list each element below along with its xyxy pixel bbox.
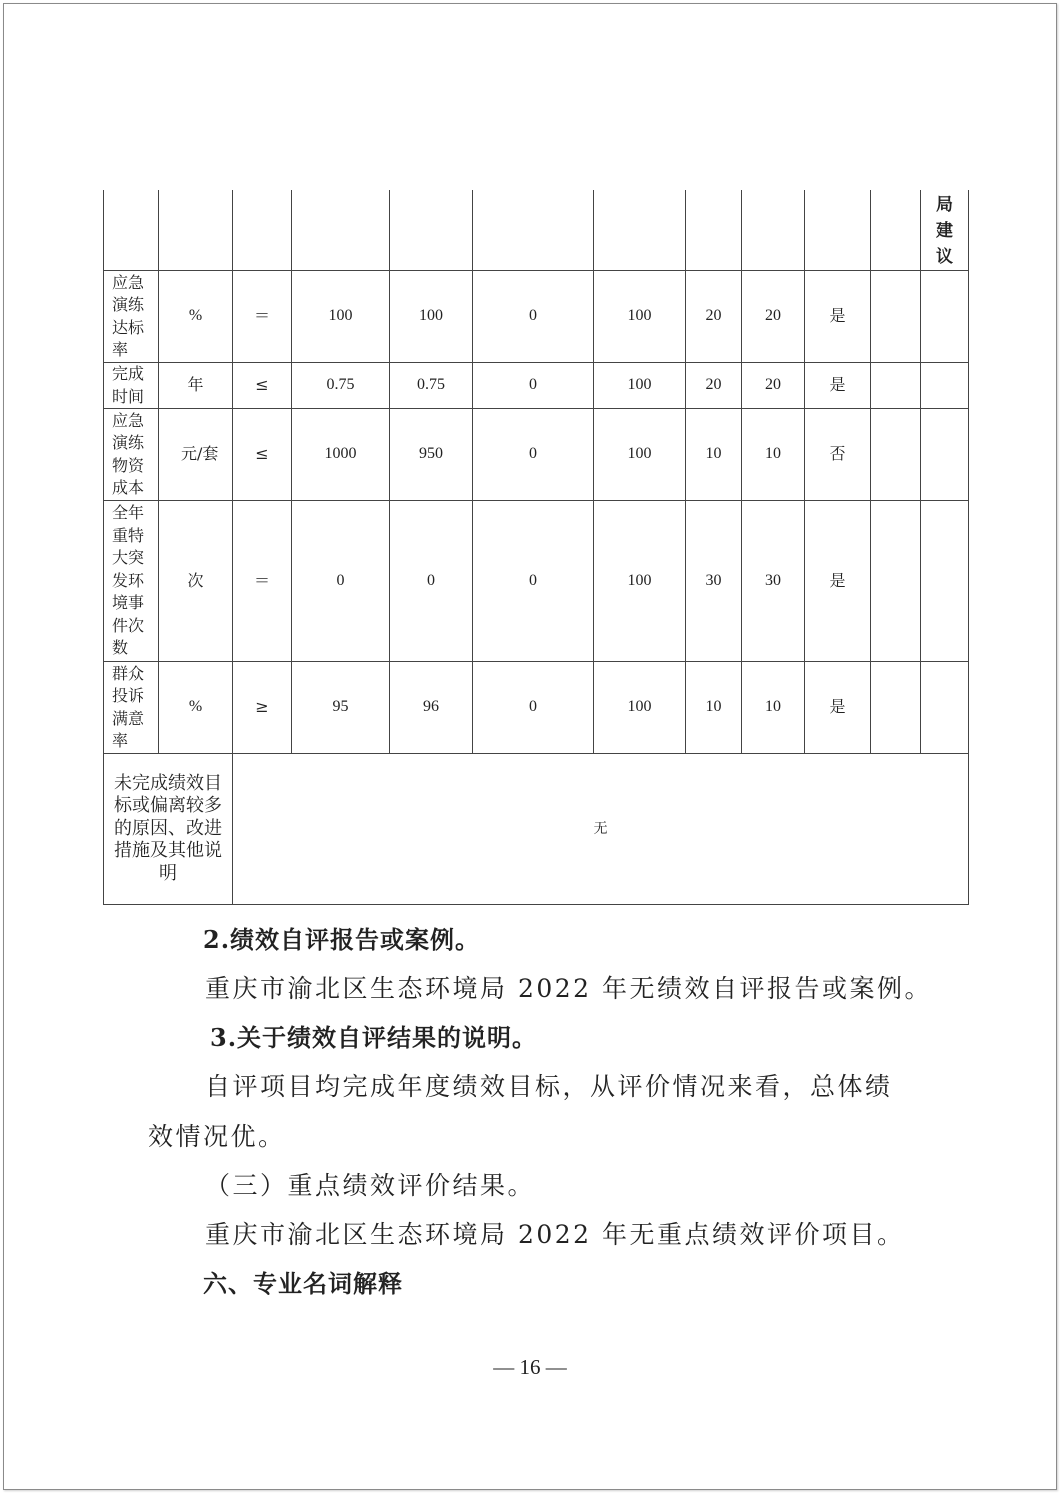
paragraph-results-line1: 自评项目均完成年度绩效目标，从评价情况来看，总体绩 xyxy=(205,1072,893,1101)
indicator-actual: 96 xyxy=(390,662,473,754)
indicator-deviation: 0 xyxy=(473,363,594,409)
table-row xyxy=(104,363,969,409)
indicator-met: 是 xyxy=(805,363,871,409)
indicator-operator: ＝ xyxy=(233,501,292,662)
indicator-rate: 100 xyxy=(594,409,686,501)
indicator-weight: 20 xyxy=(686,363,742,409)
indicator-deviation: 0 xyxy=(473,501,594,662)
table-row xyxy=(104,409,969,501)
indicator-operator: ≥ xyxy=(233,662,292,754)
indicator-name: 全年重特大突发环境事件次数 xyxy=(104,501,159,662)
indicator-score: 10 xyxy=(742,409,805,501)
indicator-unit: 次 xyxy=(159,501,233,662)
indicator-unit: 年 xyxy=(159,363,233,409)
indicator-target: 1000 xyxy=(292,409,390,501)
indicator-name: 应急演练达标率 xyxy=(104,271,159,363)
header-fragment-text: 局建议 xyxy=(936,195,953,267)
paragraph-self-evaluation-report: 重庆市渝北区生态环境局 2022 年无绩效自评报告或案例。 xyxy=(205,974,933,1003)
indicator-rate: 100 xyxy=(594,363,686,409)
indicator-name: 完成时间 xyxy=(104,363,159,409)
indicator-score: 10 xyxy=(742,662,805,754)
explanation-value: 无 xyxy=(233,754,969,905)
indicator-name: 应急演练物资成本 xyxy=(104,409,159,501)
table-header-fragment-row xyxy=(104,190,969,271)
page-number: — 16 — xyxy=(493,1355,567,1379)
indicator-deviation: 0 xyxy=(473,409,594,501)
indicator-met: 是 xyxy=(805,271,871,363)
indicator-unit: % xyxy=(159,271,233,363)
indicator-actual: 950 xyxy=(390,409,473,501)
indicator-deviation: 0 xyxy=(473,662,594,754)
indicator-actual: 100 xyxy=(390,271,473,363)
explanation-label: 未完成绩效目标或偏离较多的原因、改进措施及其他说明 xyxy=(104,754,233,905)
indicator-deviation: 0 xyxy=(473,271,594,363)
indicator-target: 0.75 xyxy=(292,363,390,409)
indicator-weight: 20 xyxy=(686,271,742,363)
heading-results-explanation: 3.关于绩效自评结果的说明。 xyxy=(210,1023,538,1052)
indicator-rate: 100 xyxy=(594,271,686,363)
indicator-actual: 0.75 xyxy=(390,363,473,409)
indicator-unit: % xyxy=(159,662,233,754)
indicator-rate: 100 xyxy=(594,662,686,754)
performance-table xyxy=(103,190,969,905)
indicator-met: 是 xyxy=(805,501,871,662)
section-terms-heading: 六、专业名词解释 xyxy=(203,1269,403,1298)
heading-key-evaluation: （三）重点绩效评价结果。 xyxy=(205,1171,536,1200)
indicator-operator: ＝ xyxy=(233,271,292,363)
indicator-met: 是 xyxy=(805,662,871,754)
indicator-rate: 100 xyxy=(594,501,686,662)
paragraph-key-evaluation: 重庆市渝北区生态环境局 2022 年无重点绩效评价项目。 xyxy=(205,1220,905,1249)
explanation-row xyxy=(104,754,969,905)
indicator-name: 群众投诉满意率 xyxy=(104,662,159,754)
indicator-unit: 元/套 xyxy=(159,409,233,501)
indicator-score: 30 xyxy=(742,501,805,662)
indicator-operator: ≤ xyxy=(233,409,292,501)
indicator-score: 20 xyxy=(742,271,805,363)
indicator-target: 95 xyxy=(292,662,390,754)
indicator-target: 0 xyxy=(292,501,390,662)
indicator-weight: 30 xyxy=(686,501,742,662)
table-row xyxy=(104,662,969,754)
indicator-score: 20 xyxy=(742,363,805,409)
indicator-target: 100 xyxy=(292,271,390,363)
indicator-met: 否 xyxy=(805,409,871,501)
indicator-actual: 0 xyxy=(390,501,473,662)
table-row xyxy=(104,271,969,363)
indicator-operator: ≤ xyxy=(233,363,292,409)
indicator-weight: 10 xyxy=(686,662,742,754)
heading-self-evaluation-report: 2.绩效自评报告或案例。 xyxy=(203,925,481,954)
paragraph-results-line2: 效情况优。 xyxy=(148,1122,286,1151)
indicator-weight: 10 xyxy=(686,409,742,501)
table-row xyxy=(104,501,969,662)
